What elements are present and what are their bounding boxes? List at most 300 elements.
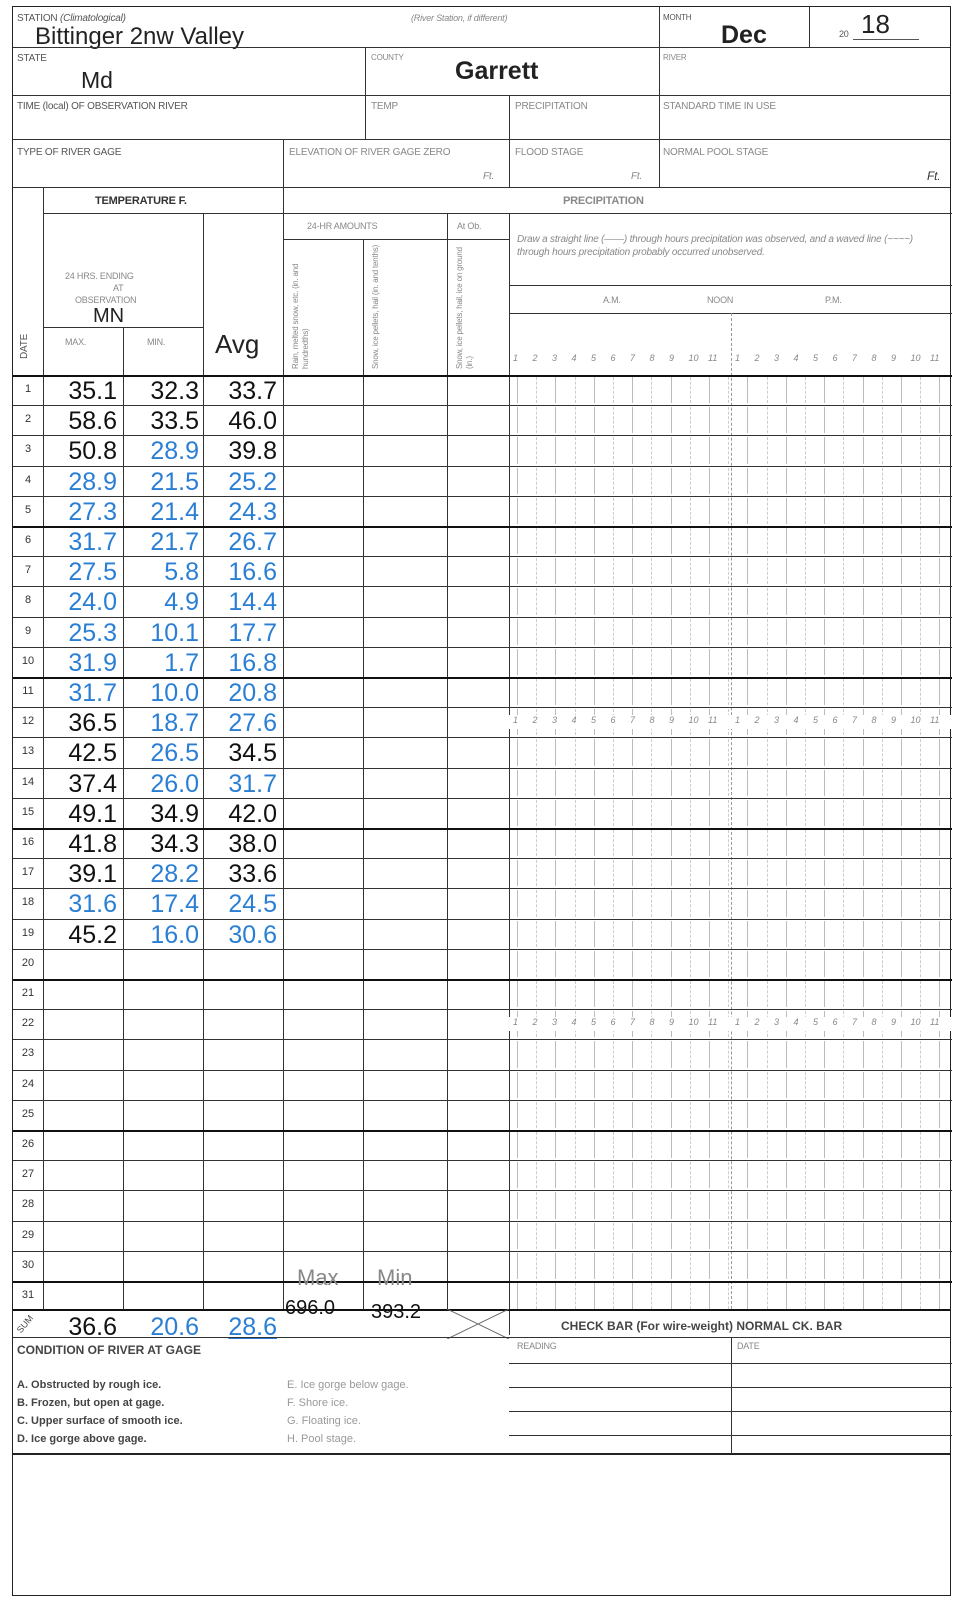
hour-tick [805,860,806,886]
hourly-grid[interactable] [509,951,952,977]
hour-label-am: 6 [610,353,616,363]
hour-tick [594,1283,595,1309]
hour-tick [863,800,864,826]
hour-tick [939,921,940,947]
hour-tick [536,890,537,916]
hour-tick [863,528,864,554]
hour-tick [594,1162,595,1188]
hour-tick [671,981,672,1007]
elevation-ft: Ft. [483,171,495,182]
hour-tick [767,1132,768,1158]
hour-tick [920,528,921,554]
hour-tick [824,1072,825,1098]
hour-tick [863,1102,864,1128]
hour-tick [901,679,902,705]
hour-tick [555,377,556,403]
hour-tick [939,890,940,916]
hour-tick [863,498,864,524]
hour-tick [901,1132,902,1158]
hour-tick [536,1102,537,1128]
hour-tick [863,1041,864,1067]
hour-tick [651,1041,652,1067]
gage-type-label: TYPE OF RIVER GAGE [17,147,122,158]
hour-tick [920,377,921,403]
hour-tick [786,377,787,403]
hour-tick [517,377,518,403]
hourly-grid[interactable] [509,830,952,856]
hour-tick [863,921,864,947]
hour-tick [575,377,576,403]
table-row [13,888,952,918]
hourly-grid[interactable] [509,739,952,765]
hourly-grid[interactable] [509,649,952,675]
hour-tick [786,951,787,977]
hour-tick [805,1132,806,1158]
hour-tick [651,1223,652,1249]
hour-tick [517,860,518,886]
hour-tick [882,830,883,856]
hour-tick [651,770,652,796]
hour-tick [882,407,883,433]
hour-label-am: 2 [532,715,538,726]
hour-tick [671,1283,672,1309]
hour-tick [632,558,633,584]
hour-tick [901,830,902,856]
hour-tick [824,800,825,826]
hour-label-pm: 2 [754,353,760,363]
hour-tick [651,921,652,947]
row-date: 22 [21,1017,35,1030]
hour-tick [767,679,768,705]
hour-tick [536,437,537,463]
hour-tick [939,468,940,494]
hour-tick [555,588,556,614]
hourly-grid[interactable] [509,1253,952,1279]
hour-tick [805,1041,806,1067]
hour-tick [728,800,729,826]
hour-tick [824,1253,825,1279]
row-max: 31.7 [68,528,117,556]
hourly-grid[interactable] [509,407,952,433]
row-min: 26.0 [150,769,199,798]
hour-tick [882,437,883,463]
hourly-grid[interactable] [509,1162,952,1188]
hour-tick [517,498,518,524]
hour-tick [882,679,883,705]
row-avg: 25.2 [228,467,277,496]
hour-tick [901,1283,902,1309]
hour-tick [575,981,576,1007]
row-avg: 30.6 [228,920,277,949]
hour-label-pm: 7 [852,353,858,363]
hour-tick [747,830,748,856]
hour-label-pm: 9 [891,353,897,363]
hour-tick [613,951,614,977]
hour-tick [901,377,902,403]
row-avg: 24.5 [228,890,277,919]
hour-label-am: 10 [688,1017,699,1028]
hour-tick [920,800,921,826]
hourly-grid[interactable] [509,377,952,403]
hour-label-am: 1 [513,1017,519,1028]
hour-tick [805,800,806,826]
hourly-grid[interactable] [509,921,952,947]
hour-tick [632,619,633,645]
hour-tick [767,800,768,826]
hour-tick [555,860,556,886]
hour-tick [882,921,883,947]
table-row [13,1251,952,1281]
row-date: 31 [21,1289,35,1301]
hour-tick [843,1162,844,1188]
hour-tick [594,951,595,977]
hour-tick [824,407,825,433]
hour-tick [690,1162,691,1188]
hour-tick [863,1253,864,1279]
hour-tick [824,528,825,554]
hour-tick [555,1253,556,1279]
hour-tick [632,890,633,916]
precip-section-label: PRECIPITATION [563,195,644,207]
hour-tick [651,860,652,886]
hour-tick [747,1132,748,1158]
hour-tick [920,1102,921,1128]
hour-tick [690,1041,691,1067]
hourly-grid[interactable] [509,588,952,614]
sum-avg: 28.6 [228,1313,277,1341]
hour-tick [517,951,518,977]
hour-tick [594,921,595,947]
row-date: 28 [21,1198,35,1211]
row-min: 21.5 [150,467,199,496]
hour-tick [632,1041,633,1067]
hour-tick [613,1192,614,1218]
hour-tick [882,890,883,916]
row-max: 31.6 [68,890,117,919]
hour-tick [613,1253,614,1279]
hourly-grid[interactable] [509,468,952,494]
row-date: 4 [24,473,32,486]
hour-tick [767,860,768,886]
hour-tick [747,1283,748,1309]
hour-label-am: 9 [669,353,675,363]
hour-tick [767,770,768,796]
hour-tick [786,1132,787,1158]
hour-tick [594,860,595,886]
hour-tick [901,1253,902,1279]
hour-tick [555,679,556,705]
hour-tick [920,679,921,705]
row-avg: 46.0 [228,407,277,436]
temperature-section-label: TEMPERATURE F. [95,195,187,207]
hour-tick [728,770,729,796]
hour-tick [651,1162,652,1188]
hour-tick [613,498,614,524]
extreme-min-value: 393.2 [371,1301,422,1323]
hour-tick [805,921,806,947]
row-min: 10.1 [150,618,199,647]
hour-label-pm: 10 [910,1017,921,1028]
hour-tick [747,528,748,554]
hour-tick [863,1072,864,1098]
hour-tick [824,588,825,614]
hour-tick [728,1072,729,1098]
temp-label: TEMP [371,101,398,112]
hour-tick [824,951,825,977]
row-min: 4.9 [164,588,199,617]
hour-tick [824,1192,825,1218]
hour-tick [517,468,518,494]
hourly-grid[interactable] [509,1283,952,1309]
hour-tick [709,1162,710,1188]
hour-tick [767,1072,768,1098]
hour-tick [767,981,768,1007]
hour-tick [882,377,883,403]
hour-tick [594,830,595,856]
hourly-grid[interactable] [509,981,952,1007]
hour-tick [747,619,748,645]
row-max: 24.0 [68,588,117,617]
hour-tick [901,1102,902,1128]
hour-tick [690,1072,691,1098]
hourly-grid[interactable] [509,1132,952,1158]
hour-tick [901,1223,902,1249]
hour-tick [555,1102,556,1128]
hour-label-am: 5 [591,715,597,726]
hour-tick [747,679,748,705]
hour-tick [575,860,576,886]
row-min: 34.9 [150,799,199,828]
hourly-grid[interactable] [509,437,952,463]
hour-tick [555,1162,556,1188]
hour-tick [709,588,710,614]
hours-label-1: 24 HRS. ENDING [65,271,134,281]
hour-tick [901,800,902,826]
table-row [13,1160,952,1190]
hour-tick [786,1041,787,1067]
hour-label-pm: 9 [891,715,897,726]
hour-tick [517,770,518,796]
hour-tick [901,951,902,977]
hour-tick [882,498,883,524]
hour-tick [805,1223,806,1249]
hour-tick [786,1283,787,1309]
hour-tick [651,951,652,977]
hour-tick [632,830,633,856]
row-avg: 31.7 [228,769,277,798]
hour-tick [671,800,672,826]
hour-tick [555,951,556,977]
hour-label-pm: 11 [930,1017,940,1028]
station-value: Bittinger 2nw Valley [35,23,244,50]
row-max: 58.6 [68,407,117,436]
hourly-grid[interactable] [509,800,952,826]
station-label: STATION (Climatological) [17,13,126,24]
row-min: 21.7 [150,528,199,556]
hour-tick [882,468,883,494]
hour-tick [651,558,652,584]
hour-tick [632,770,633,796]
hour-tick [555,1072,556,1098]
hour-tick [690,407,691,433]
hourly-grid[interactable] [509,1223,952,1249]
row-date: 5 [24,503,32,516]
table-row [13,405,952,435]
hour-tick [536,830,537,856]
hourly-grid[interactable] [509,890,952,916]
condition-item: E. Ice gorge below gage. [287,1379,409,1391]
hourly-grid[interactable] [509,860,952,886]
hour-tick [517,1283,518,1309]
hour-label-pm: 4 [793,715,799,726]
hour-tick [517,1041,518,1067]
row-min: 5.8 [164,558,199,587]
condition-label: CONDITION OF RIVER AT GAGE [17,1343,202,1357]
hour-tick [575,468,576,494]
hour-tick [671,1192,672,1218]
hour-tick [555,1192,556,1218]
hour-tick [920,1192,921,1218]
hour-label-am: 3 [552,1017,558,1028]
hour-tick [651,1253,652,1279]
hour-tick [690,498,691,524]
hourly-grid[interactable] [509,619,952,645]
hour-tick [901,770,902,796]
row-date: 9 [24,624,32,637]
hourly-grid[interactable] [509,770,952,796]
precip-instructions: Draw a straight line (——) through hours precipitation was observed, and a waved line (~~~~) through hours precipitation probably occurred unobserved. [517,234,913,258]
hour-tick [939,679,940,705]
hour-tick [709,558,710,584]
hour-tick [939,377,940,403]
hour-tick [613,800,614,826]
pm-label: P.M. [825,295,842,305]
hour-tick [824,437,825,463]
hour-tick [632,1162,633,1188]
row-avg: 38.0 [228,830,277,858]
hour-tick [690,619,691,645]
hourly-grid[interactable] [509,1102,952,1128]
hour-tick [920,981,921,1007]
hour-tick [555,468,556,494]
row-max: 35.1 [68,377,117,405]
hour-tick [594,1223,595,1249]
hourly-grid[interactable] [509,1072,952,1098]
condition-item: F. Shore ice. [287,1397,349,1409]
hour-tick [651,1132,652,1158]
hour-tick [786,649,787,675]
hour-tick [632,981,633,1007]
hour-tick [575,1041,576,1067]
pool-stage-label: NORMAL POOL STAGE [663,147,769,158]
hour-tick [882,739,883,765]
col-rain-label: Rain, melted snow, etc. (in. and hundredths) [291,263,310,369]
precip-label: PRECIPITATION [515,101,588,112]
hour-label-pm: 3 [774,715,780,726]
hour-tick [863,1192,864,1218]
hour-label-pm: 5 [813,715,819,726]
hour-tick [536,1162,537,1188]
hour-tick [536,951,537,977]
hour-tick [671,1132,672,1158]
hour-label-am: 7 [630,1017,636,1028]
hour-tick [555,558,556,584]
hour-tick [939,1192,940,1218]
hour-tick [824,1283,825,1309]
hour-tick [824,890,825,916]
table-row [13,1281,952,1311]
hour-tick [555,528,556,554]
hour-tick [920,1162,921,1188]
elevation-label: ELEVATION OF RIVER GAGE ZERO [289,147,451,158]
hour-tick [747,1253,748,1279]
hour-label-pm: 5 [813,353,819,363]
hour-tick [575,588,576,614]
hour-tick [767,1102,768,1128]
hourly-grid[interactable] [509,1192,952,1218]
hour-tick [882,770,883,796]
table-row [13,556,952,586]
hour-tick [709,1072,710,1098]
hour-tick [939,770,940,796]
hour-tick [555,407,556,433]
hour-tick [632,437,633,463]
hourly-grid[interactable] [509,528,952,554]
hour-tick [671,830,672,856]
hour-tick [920,588,921,614]
hour-label-am: 9 [669,715,675,726]
hour-tick [690,1132,691,1158]
hourly-grid[interactable] [509,498,952,524]
hour-label-pm: 11 [930,715,940,726]
hourly-grid[interactable] [509,558,952,584]
hour-tick [843,619,844,645]
hour-tick [632,588,633,614]
hour-tick [709,649,710,675]
hour-tick [843,739,844,765]
hour-tick [747,1223,748,1249]
hour-tick [728,377,729,403]
hour-tick [920,619,921,645]
hour-tick [920,468,921,494]
hour-tick [632,1132,633,1158]
sum-label: SUM [14,1313,36,1335]
row-min: 1.7 [164,648,199,677]
hour-tick [805,1102,806,1128]
hour-tick [901,1192,902,1218]
year-prefix: 20 [839,29,849,39]
hour-tick [786,498,787,524]
hour-tick [901,1041,902,1067]
hourly-grid[interactable] [509,679,952,705]
row-min: 21.4 [150,497,199,526]
hour-tick [747,437,748,463]
table-row [13,1070,952,1100]
hour-tick [786,619,787,645]
hour-tick [728,1192,729,1218]
hour-tick [747,649,748,675]
hour-tick [863,437,864,463]
hour-tick [594,1192,595,1218]
hour-tick [555,1041,556,1067]
hour-tick [709,1223,710,1249]
hour-tick [709,770,710,796]
hour-tick [671,437,672,463]
hour-tick [613,1162,614,1188]
hour-tick [671,890,672,916]
hourly-grid[interactable] [509,1041,952,1067]
hour-label-am: 9 [669,1017,675,1028]
